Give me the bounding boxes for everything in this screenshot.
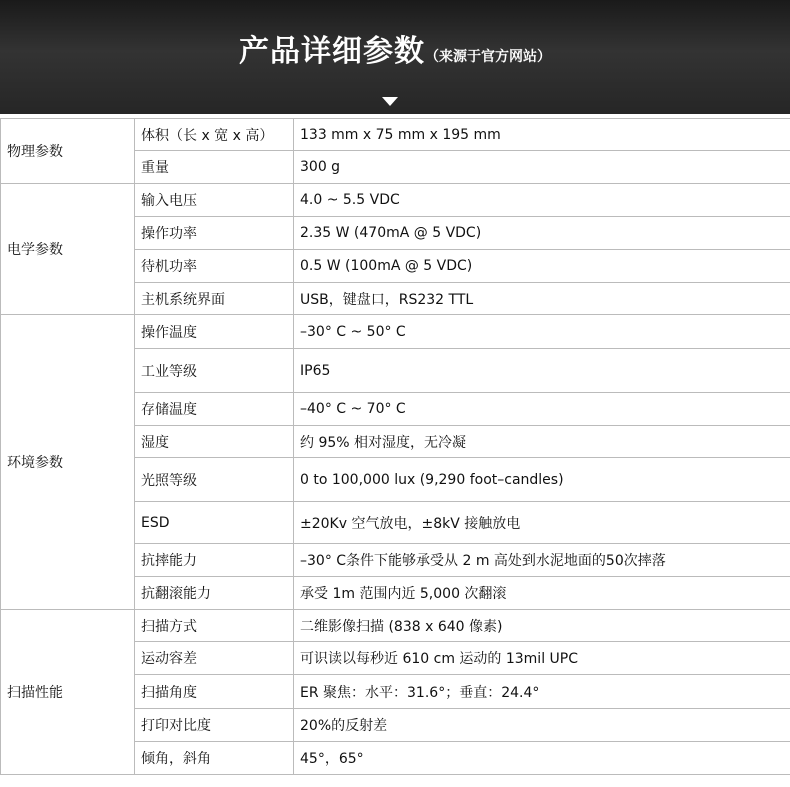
param-value-cell: 133 mm x 75 mm x 195 mm	[294, 119, 790, 151]
param-name-cell: 湿度	[135, 426, 294, 458]
param-name-cell: 待机功率	[135, 250, 294, 283]
param-value-cell: 0 to 100,000 lux (9,290 foot–candles)	[294, 458, 790, 502]
param-name-cell: 操作温度	[135, 315, 294, 349]
param-value-cell: 二维影像扫描 (838 x 640 像素)	[294, 610, 790, 642]
param-name-cell: 抗摔能力	[135, 544, 294, 577]
page-header	[0, 0, 790, 114]
param-name-cell: 存储温度	[135, 393, 294, 426]
param-name-cell: 主机系统界面	[135, 283, 294, 315]
page-title	[0, 26, 790, 70]
param-value-cell: 0.5 W (100mA @ 5 VDC)	[294, 250, 790, 283]
title-text: 产品详细参数	[239, 34, 425, 69]
param-value-cell: ER 聚焦：水平：31.6°；垂直：24.4°	[294, 675, 790, 709]
table-row	[1, 610, 790, 642]
param-value-cell: USB，键盘口，RS232 TTL	[294, 283, 790, 315]
param-value-cell: 4.0 ~ 5.5 VDC	[294, 184, 790, 217]
param-name-cell: 打印对比度	[135, 709, 294, 742]
param-value-cell: 2.35 W (470mA @ 5 VDC)	[294, 217, 790, 250]
param-name-cell: 抗翻滚能力	[135, 577, 294, 610]
param-value-cell: –40° C ~ 70° C	[294, 393, 790, 426]
category-cell: 物理参数	[1, 119, 135, 184]
param-value-cell: IP65	[294, 349, 790, 393]
param-value-cell: –30° C条件下能够承受从 2 m 高处到水泥地面的50次摔落	[294, 544, 790, 577]
param-name-cell: 重量	[135, 151, 294, 184]
param-name-cell: 工业等级	[135, 349, 294, 393]
param-name-cell: 输入电压	[135, 184, 294, 217]
param-name-cell: 倾角，斜角	[135, 742, 294, 775]
param-name-cell: 扫描方式	[135, 610, 294, 642]
category-cell: 环境参数	[1, 315, 135, 610]
param-name-cell: 光照等级	[135, 458, 294, 502]
title-source-note: （来源于官方网站）	[425, 49, 551, 65]
down-arrow-icon	[382, 97, 398, 106]
param-name-cell: 体积（长 x 宽 x 高）	[135, 119, 294, 151]
param-name-cell: 操作功率	[135, 217, 294, 250]
param-name-cell: 运动容差	[135, 642, 294, 675]
param-value-cell: 承受 1m 范围内近 5,000 次翻滚	[294, 577, 790, 610]
param-value-cell: 300 g	[294, 151, 790, 184]
category-cell: 电学参数	[1, 184, 135, 315]
param-value-cell: 可识读以每秒近 610 cm 运动的 13mil UPC	[294, 642, 790, 675]
table-row	[1, 184, 790, 217]
param-value-cell: ±20Kv 空气放电，±8kV 接触放电	[294, 502, 790, 544]
param-name-cell: ESD	[135, 502, 294, 544]
spec-table	[0, 118, 790, 775]
param-value-cell: 20%的反射差	[294, 709, 790, 742]
param-name-cell: 扫描角度	[135, 675, 294, 709]
param-value-cell: –30° C ~ 50° C	[294, 315, 790, 349]
table-row	[1, 119, 790, 151]
table-row	[1, 315, 790, 349]
category-cell: 扫描性能	[1, 610, 135, 775]
param-value-cell: 45°，65°	[294, 742, 790, 775]
param-value-cell: 约 95% 相对湿度，无冷凝	[294, 426, 790, 458]
